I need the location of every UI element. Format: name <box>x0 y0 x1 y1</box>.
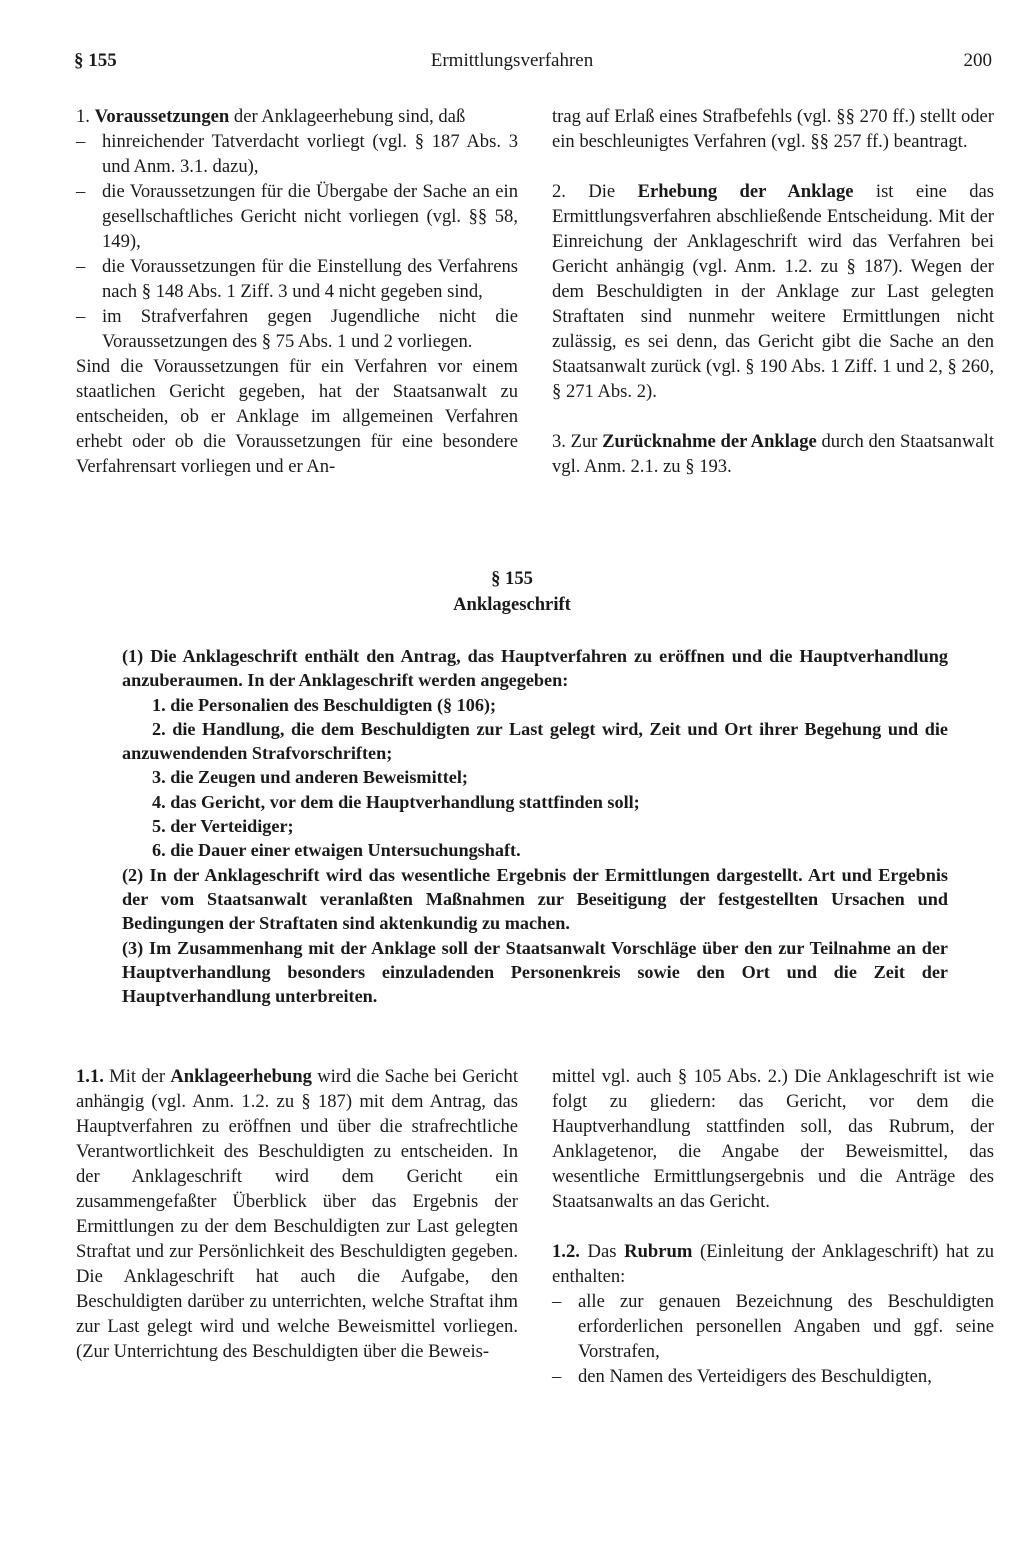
body-paragraph: 1.1. Mit der Anklageerhebung wird die Sache bei Gericht anhängig (vgl. Anm. 1.2. zu § 187) mit dem Antrag, das Hauptverfahren zu eröffnen und über die strafrechtliche Verantwortlichkeit des Beschuldigten zu entscheiden. In der Anklageschrift wird dem Gericht ein zusammengefaßter Überblick über das Ergebnis der Ermittlungen zu der dem Beschuldigten zur Last gelegten Straftat und zur Persönlichkeit des Beschuldigten gegeben. Die Anklageschrift hat auch die Aufgabe, den Beschuldigten darüber zu unterrichten, welche Straftat ihm zur Last gelegt wird und welche Beweismittel vorliegen. (Zur Unterrichtung des Beschuldigten über die Beweis- <box>76 1066 518 1362</box>
dash-item: – hinreichender Tatverdacht vorliegt (vgl. § 187 Abs. 3 und Anm. 3.1. dazu), <box>76 131 518 177</box>
law-text <box>122 644 948 1008</box>
dash-item: – die Voraussetzungen für die Einstellung des Verfahrens nach § 148 Abs. 1 Ziff. 3 und 4 nicht gegeben sind, <box>76 256 518 302</box>
header-title: Ermittlungsverfahren <box>430 50 594 71</box>
para-number: 1. <box>76 106 90 127</box>
law-item: 5. der Verteidiger; <box>152 816 294 837</box>
law-section-title: Anklageschrift <box>453 594 571 615</box>
dash-item: – den Namen des Verteidigers des Beschuldigten, <box>552 1366 932 1387</box>
law-item: 6. die Dauer einer etwaigen Untersuchungshaft. <box>152 840 521 861</box>
commentary-column-2 <box>552 104 994 479</box>
dash-item: – im Strafverfahren gegen Jugendliche nicht die Voraussetzungen des § 75 Abs. 1 und 2 vorliegen. <box>76 306 518 352</box>
dash-item: – die Voraussetzungen für die Übergabe der Sache an ein gesellschaftliches Gericht nicht vorliegen (vgl. §§ 58, 149), <box>76 181 518 252</box>
keyword: Anklageerhebung <box>170 1066 312 1087</box>
law-item: 4. das Gericht, vor dem die Hauptverhandlung stattfinden soll; <box>152 791 640 812</box>
keyword: Zurücknahme der Anklage <box>602 431 817 452</box>
para-number: 1.1. <box>76 1066 104 1087</box>
commentary-column-4 <box>552 1064 994 1389</box>
keyword: Voraussetzungen <box>94 106 230 127</box>
commentary-column-3 <box>76 1064 518 1364</box>
page-number: 200 <box>963 50 992 71</box>
keyword: Rubrum <box>624 1241 693 1262</box>
law-item: 3. die Zeugen und anderen Beweismittel; <box>152 767 468 788</box>
body-paragraph: 1.2. Das Rubrum (Einleitung der Anklageschrift) hat zu enthalten: <box>552 1241 994 1287</box>
intro-paragraph <box>76 104 518 129</box>
running-header <box>0 50 1024 80</box>
body-paragraph: 2. Die Erhebung der Anklage ist eine das Ermittlungsverfahren abschließende Entscheidung. Mit der Einreichung der Anklageschrift wird das Verfahren bei Gericht anhängig (vgl. Anm. 1.2. zu § 187). Wegen der dem Beschuldigten in der Anklage zur Last gelegten Straftaten sind nunmehr weitere Ermittlungen nicht zulässig, es sei denn, das Gericht gibt die Sache an den Staatsanwalt zurück (vgl. § 190 Abs. 1 Ziff. 1 und 2, § 260, § 271 Abs. 2). <box>552 181 994 402</box>
law-section-number: § 155 <box>491 568 533 589</box>
law-paragraph-3: (3) Im Zusammenhang mit der Anklage soll der Staatsanwalt Vorschläge über den zur Teilnahme an der Hauptverhandlung besonders einzuladenden Personenkreis sowie den Ort und die Zeit der Hauptverhandlung unterbreiten. <box>122 937 948 1007</box>
dash-item: – alle zur genauen Bezeichnung des Beschuldigten erforderlichen personellen Angaben und ggf. seine Vorstrafen, <box>552 1291 994 1362</box>
para-text: der Anklageerhebung sind, daß <box>229 106 466 127</box>
para-number: 1.2. <box>552 1241 580 1262</box>
body-paragraph: 3. Zur Zurücknahme der Anklage durch den Staatsanwalt vgl. Anm. 2.1. zu § 193. <box>552 431 994 477</box>
body-paragraph: mittel vgl. auch § 105 Abs. 2.) Die Anklageschrift ist wie folgt zu gliedern: das Gericht, vor dem die Hauptverhandlung stattfinden soll, das Rubrum, der Anklagetenor, die Angabe der Beweismittel, das wesentliche Ermittlungsergebnis und die Anträge des Staatsanwalts an das Gericht. <box>552 1066 994 1212</box>
law-item: 1. die Personalien des Beschuldigten (§ 106); <box>152 694 497 715</box>
body-paragraph: trag auf Erlaß eines Strafbefehls (vgl. §§ 270 ff.) stellt oder ein beschleunigtes Verfahren (vgl. §§ 257 ff.) beantragt. <box>552 106 994 152</box>
law-paragraph-2: (2) In der Anklageschrift wird das wesentliche Ergebnis der Ermittlungen dargestellt. Art und Ergebnis der vom Staatsanwalt veranlaßten Maßnahmen zur Beseitigung der festgestellten Ursachen und Bedingungen der Straftaten sind aktenkundig zu machen. <box>122 864 948 934</box>
keyword: Erhebung der Anklage <box>637 181 854 202</box>
commentary-column-1 <box>76 104 518 479</box>
body-paragraph: Sind die Voraussetzungen für ein Verfahren vor einem staatlichen Gericht gegeben, hat der Staatsanwalt zu entscheiden, ob er Anklage im allgemeinen Verfahren erhebt oder ob die Voraussetzungen für eine besondere Verfahrensart vorliegen und er An- <box>76 356 518 477</box>
law-paragraph-1: (1) Die Anklageschrift enthält den Antrag, das Hauptverfahren zu eröffnen und die Hauptverhandlung anzuberaumen. In der Anklageschrift werden angegeben: <box>122 646 948 691</box>
law-item: 2. die Handlung, die dem Beschuldigten zur Last gelegt wird, Zeit und Ort ihrer Begehung und die anzuwendenden Strafvorschriften; <box>122 718 948 764</box>
header-section: § 155 <box>74 50 117 71</box>
